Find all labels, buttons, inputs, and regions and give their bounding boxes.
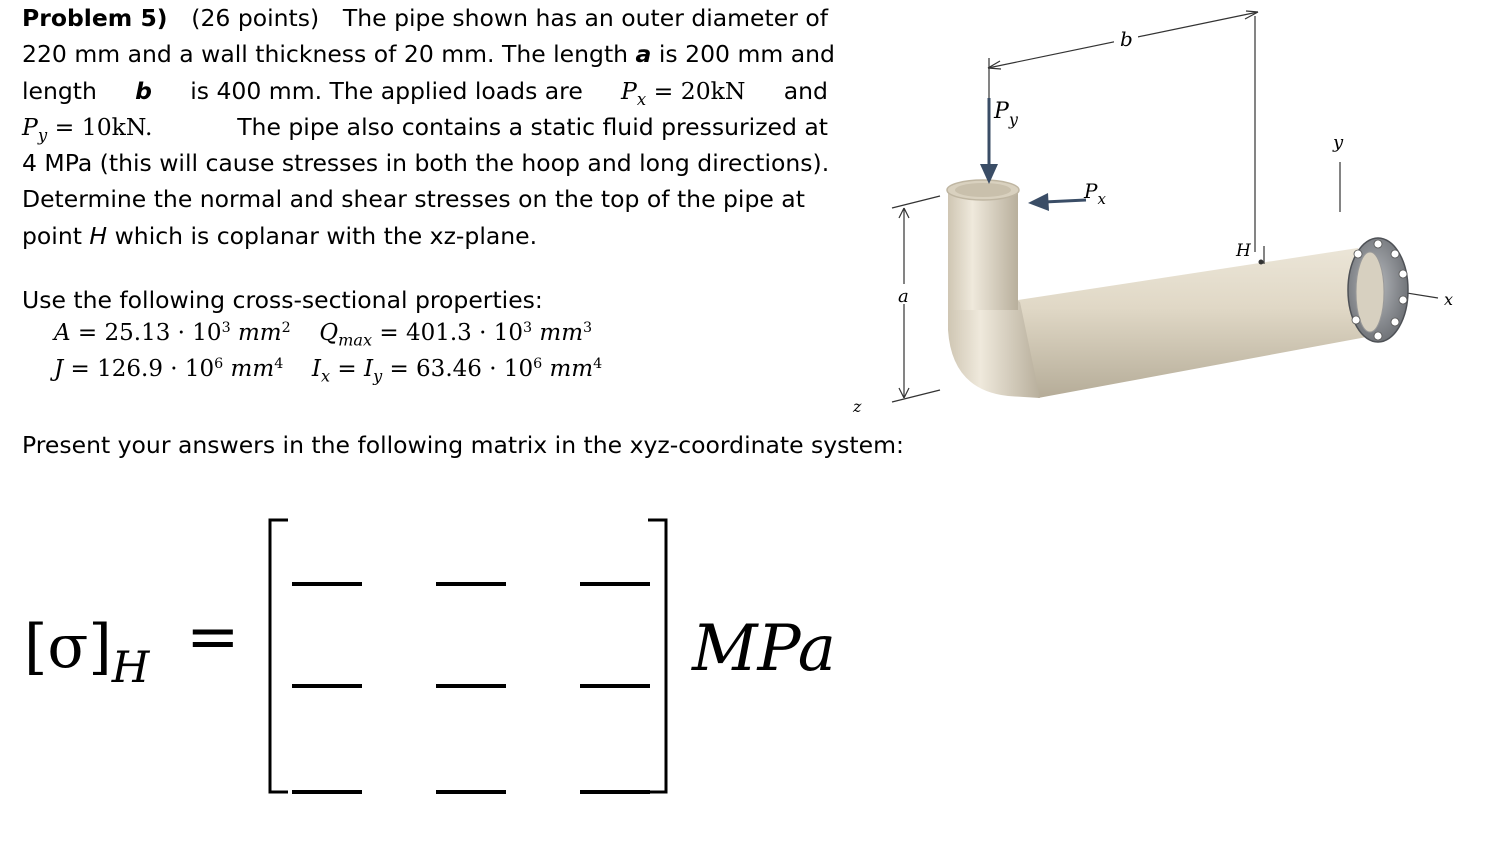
load-px-arrow xyxy=(1028,193,1086,211)
problem-line-3 xyxy=(22,73,828,109)
problem-text-3a: length xyxy=(22,76,97,105)
problem-points: (26 points) xyxy=(191,4,320,32)
problem-line-2 xyxy=(22,36,835,72)
problem-line-6 xyxy=(22,181,828,217)
vertical-pipe xyxy=(948,190,1018,310)
matrix-brackets xyxy=(262,514,674,798)
label-py: $P_y$ xyxy=(994,99,1018,129)
label-h: H xyxy=(1236,241,1251,261)
j-symbol: J xyxy=(54,356,64,382)
equals-sign: = xyxy=(186,600,240,674)
problem-statement xyxy=(22,0,835,254)
horizontal-pipe xyxy=(1018,248,1372,398)
problem-text-and: and xyxy=(783,76,828,105)
problem-text-2: 220 mm and a wall thickness of 20 mm. The length xyxy=(22,40,629,69)
property-area-row: $A = 25.13 \cdot 10^3$ $mm^2$ $Q_{max} = 401.3 \cdot 10^3$ $mm^3$ xyxy=(54,320,593,350)
problem-text-4: The pipe also contains a static fluid pressurized at xyxy=(237,112,828,141)
q-symbol: Q xyxy=(319,320,339,346)
label-z: z xyxy=(853,397,862,416)
properties-intro: Use the following cross-sectional properties: xyxy=(22,286,543,314)
q-value: = 401.3 · 10 xyxy=(372,320,524,346)
problem-text-2b: is 200 mm and xyxy=(658,40,835,69)
var-h: H xyxy=(89,221,108,250)
i-value: = 63.46 · 10 xyxy=(382,356,534,382)
problem-text-7b: which is coplanar with the xz-plane. xyxy=(114,221,538,250)
label-y: y xyxy=(1333,132,1344,153)
problem-line-5 xyxy=(22,145,828,181)
label-a: a xyxy=(898,286,909,307)
answer-matrix xyxy=(262,514,674,798)
pipe-inner-wall xyxy=(955,183,1011,197)
right-bracket xyxy=(648,520,666,792)
pipe-diagram xyxy=(848,0,1488,430)
label-x: x xyxy=(1444,290,1454,309)
problem-text-6: Determine the normal and shear stresses on the top of the pipe at xyxy=(22,185,805,214)
problem-text-1: The pipe shown has an outer diameter of xyxy=(342,4,828,32)
label-px: $P_x$ xyxy=(1084,179,1106,208)
problem-text-3b: is 400 mm. The applied loads are xyxy=(190,76,583,105)
area-symbol: A xyxy=(54,320,71,346)
problem-line-7 xyxy=(22,218,828,254)
stress-tensor-label: $[\sigma]_H$ xyxy=(24,612,150,694)
j-value: = 126.9 · 10 xyxy=(63,356,215,382)
matrix-unit: MPa xyxy=(692,612,836,686)
ix-symbol: I xyxy=(311,356,321,382)
point-h-marker xyxy=(1259,260,1264,265)
px-expression: $P_x = 20kN$ xyxy=(621,76,746,109)
problem-text-5: 4 MPa (this will cause stresses in both the hoop and long directions). xyxy=(22,149,830,178)
problem-title: Problem 5) xyxy=(22,4,168,32)
left-bracket xyxy=(270,520,288,792)
present-instruction: Present your answers in the following matrix in the xyz-coordinate system: xyxy=(22,431,904,459)
label-b: b xyxy=(1120,27,1133,51)
property-inertia-row: $J = 126.9 \cdot 10^6$ $mm^4$ $I_x = I_y = 63.46 \cdot 10^6$ $mm^4$ xyxy=(54,356,603,386)
problem-text-7a: point xyxy=(22,221,82,250)
py-expression: $P_y = 10kN$. xyxy=(22,112,153,145)
area-value: = 25.13 · 10 xyxy=(70,320,222,346)
problem-line-4 xyxy=(22,109,828,145)
var-b: b xyxy=(135,76,152,105)
problem-line-1 xyxy=(22,0,828,36)
var-a: a xyxy=(635,40,652,69)
iy-symbol: I xyxy=(363,356,374,382)
